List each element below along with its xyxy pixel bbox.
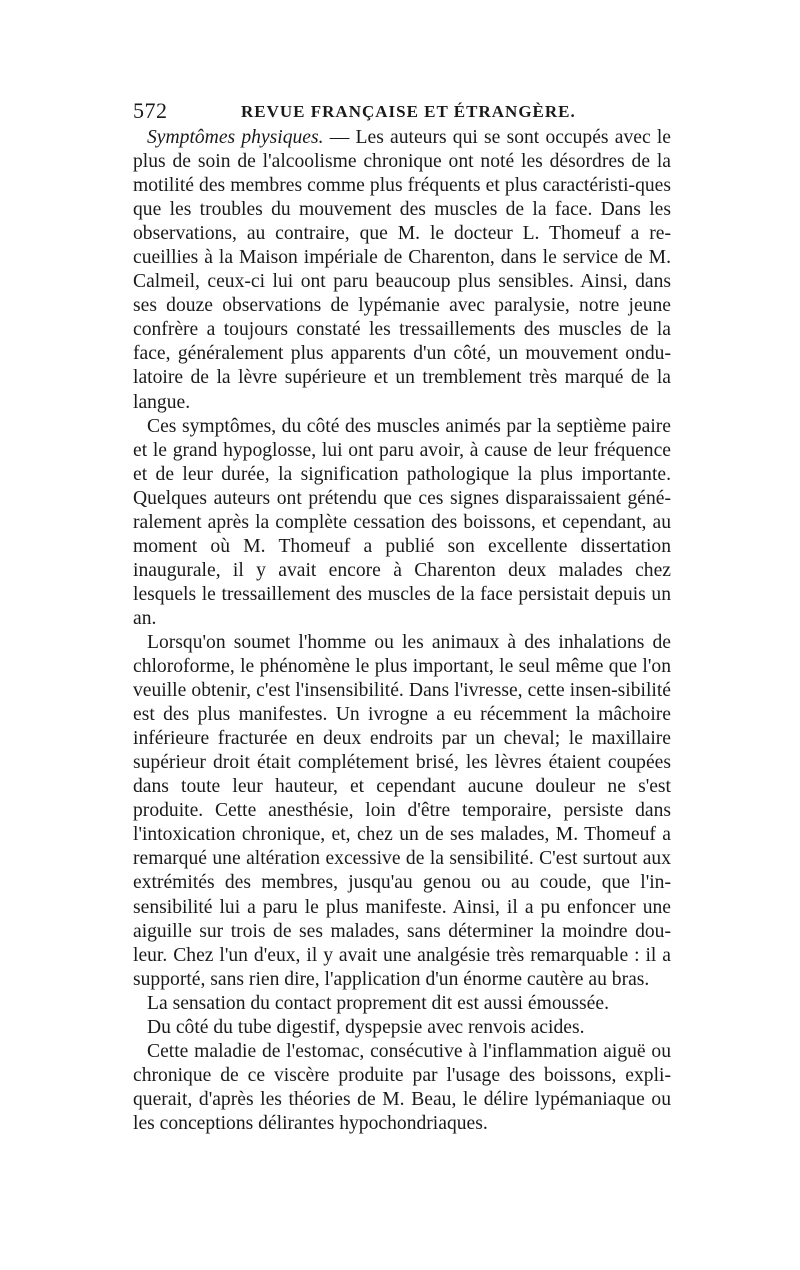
paragraph-text: La sensation du contact proprement dit est aussi émoussée.	[147, 992, 609, 1014]
page-number: 572	[133, 98, 168, 123]
paragraph-text: Lorsqu'on soumet l'homme ou les animaux à des inhalations de chloroforme, le phénomène le plus important, le seul même que l'on veuille obtenir, c'est l'insensibilité. Dans l'ivresse, cette insen-sibilité est des plus manifestes. Un ivrogne a eu récemment la mâchoire inférieure fracturée en deux endroits par un cheval; le maxillaire supérieur droit était complétement brisé, les lèvres étaient coupées dans toute leur hauteur, et cependant aucune douleur ne s'est produite. Cette anesthésie, loin d'être temporaire, persiste dans l'intoxication chronique, et, chez un de ses malades, M. Thomeuf a remarqué une altération excessive de la sensibilité. C'est surtout aux extrémités des membres, jusqu'au genou ou au coude, que l'in-sensibilité lui a paru le plus manifeste. Ainsi, il a pu enfoncer une aiguille sur trois de ses malades, sans déterminer la moindre dou-leur. Chez l'un d'eux, il y avait une analgésie très remarquable : il a supporté, sans rien dire, l'application d'un énorme cautère au bras.	[133, 631, 671, 990]
section-heading: Symptômes physiques.	[147, 127, 324, 148]
paragraph-text: Cette maladie de l'estomac, consécutive à l'inflammation aiguë ou chronique de ce viscère produite par l'usage des boissons, expli-querait, d'après les théories de M. Beau, le délire lypémaniaque ou les conceptions délirantes hypochondriaques.	[133, 1040, 671, 1134]
paragraph	[133, 1040, 671, 1136]
paragraph-text: Ces symptômes, du côté des muscles animés par la septième paire et le grand hypoglosse, lui ont paru avoir, à cause de leur fréquence et de leur durée, la signification pathologique la plus importante. Quelques auteurs ont prétendu que ces signes disparaissaient géné-ralement après la complète cessation des boissons, et cependant, au moment où M. Thomeuf a publié son excellente dissertation inaugurale, il y avait encore à Charenton deux malades chez lesquels le tressaillement des muscles de la face persistait depuis un an.	[133, 415, 671, 629]
paragraph-text: — Les auteurs qui se sont occupés avec le plus de soin de l'alcoolisme chronique ont noté les désordres de la motilité des membres comme plus fréquents et plus caractéristi-ques que les troubles du mouvement des muscles de la face. Dans les observations, au contraire, que M. le docteur L. Thomeuf a re-cueillies à la Maison impériale de Charenton, dans le service de M. Calmeil, ceux-ci lui ont paru beaucoup plus sensibles. Ainsi, dans ses douze observations de lypémanie avec paralysie, notre jeune confrère a toujours constaté les tressaillements des muscles de la face, généralement plus apparents d'un côté, un mouvement ondu-latoire de la lèvre supérieure et un tremblement très marqué de la langue.	[133, 127, 671, 413]
paragraph	[133, 126, 671, 415]
paragraph	[133, 992, 671, 1016]
paragraph	[133, 415, 671, 631]
paragraph	[133, 631, 671, 992]
paragraph-text: Du côté du tube digestif, dyspepsie avec renvois acides.	[147, 1016, 585, 1038]
page-header	[133, 98, 678, 124]
paragraph	[133, 1016, 671, 1040]
body-text	[133, 126, 671, 1136]
running-head: REVUE FRANÇAISE ET ÉTRANGÈRE.	[241, 102, 576, 121]
